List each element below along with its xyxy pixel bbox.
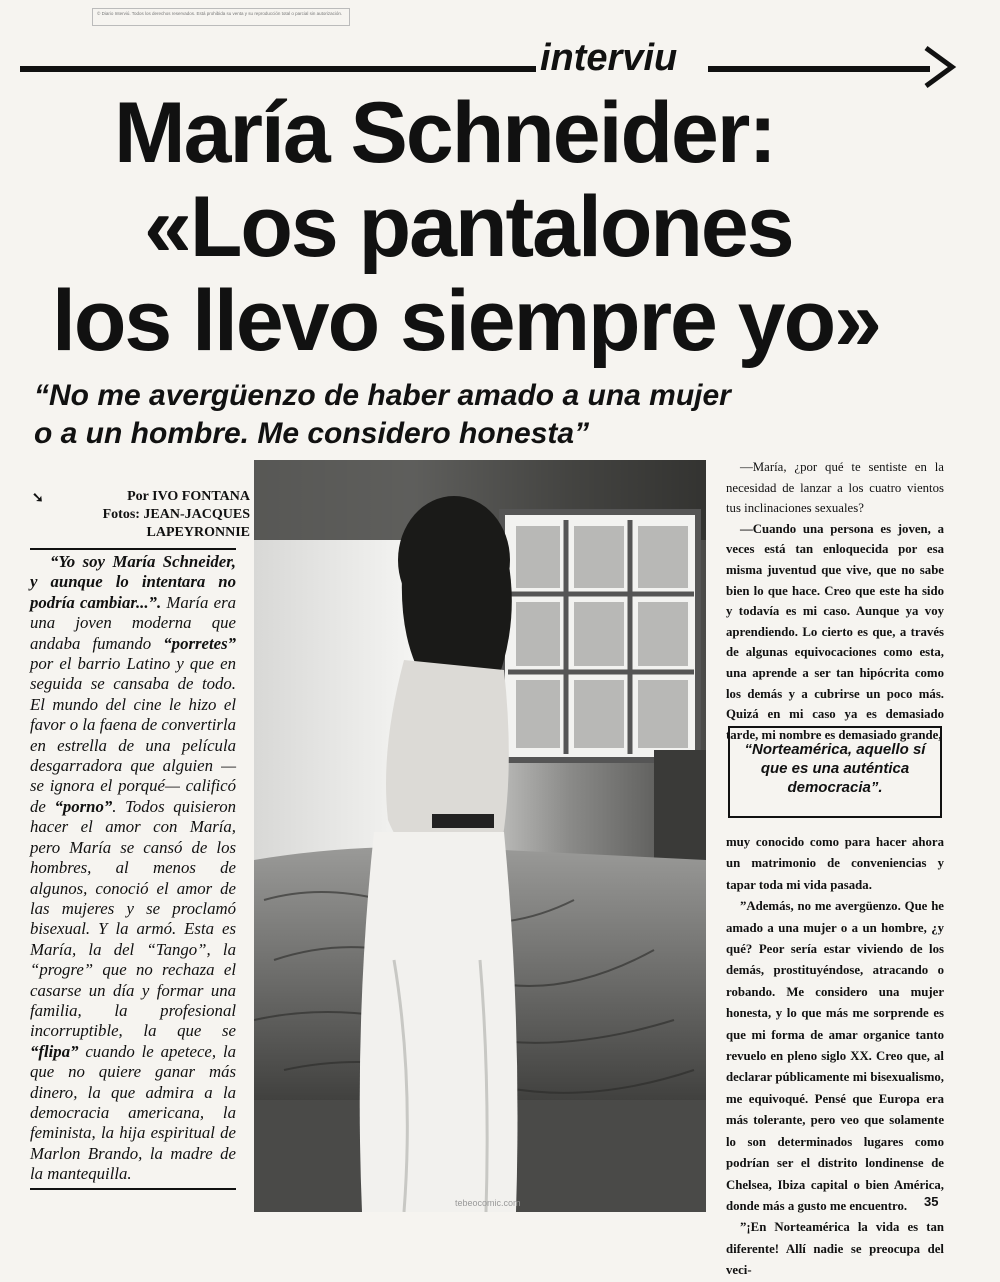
intro-text-4: cuando le apetece, la que no quiere ganar más dinero, la que admira a la democracia americana, la feminista, la hija espiritual de Marlon Brando, la madre de la mantequilla.	[30, 1041, 236, 1184]
section-rule-right	[708, 66, 930, 72]
headline-line-2: «Los pantalones	[144, 179, 793, 275]
interview-column-bottom	[726, 832, 944, 1282]
intro-text-3: . Todos quisieron hacer el amor con María, pero María se cansó de los hombres, al menos de algunos, conoció el amor de las mujeres y se proclamó bisexual. Y la armó. Esta es María, la del “Tango”, la “progre” que no rechaza el casarse un día y formar una familia, la profesional incorruptible, la que se	[30, 796, 236, 1041]
byline-author: Por IVO FONTANA	[127, 489, 250, 504]
photo-illustration	[254, 460, 706, 1212]
copyright-notice: © Diario Interviú. Todos los derechos reservados. Está prohibida su venta y su reproducción total o parcial sin autorización.	[92, 8, 350, 26]
bullet-arrow-icon: ➘	[32, 491, 44, 506]
interview-answer-3: ”¡En Norteamérica la vida es tan diferente! Allí nadie se preocupa del veci-	[726, 1220, 944, 1278]
interview-answer-2: ”Además, no me avergüenzo. Que he amado a una mujer o a un hombre, ¿y qué? Peor sería estar viviendo de los demás, prostituyéndose, atracando o robando. Me considero una mujer honesta, y lo que más me sorprende es que mi forma de amar organice tanto revuelo en pleno siglo XX. Creo que, al declarar públicamente mi bisexualismo, me equivoqué. Pensé que Europa era más tolerante, pero veo que solamente lo son determinados lugares como podrían ser el distrito londinense de Chelsea, Ibiza capital o bien América, donde más a gusto me encuentro.	[726, 899, 944, 1213]
section-rule-left	[20, 66, 536, 72]
interview-column-top	[726, 457, 944, 745]
pull-quote: “Norteamérica, aquello sí que es una auténtica democracia”.	[728, 726, 942, 818]
intro-term-3: “flipa”	[30, 1041, 79, 1061]
arrow-right-icon	[918, 44, 958, 90]
interview-question: —María, ¿por qué te sentiste en la necesidad de lanzar a los cuatro vientos tus inclinaciones sexuales?	[726, 460, 944, 516]
intro-text-2: por el barrio Latino y que en seguida se cansaba de todo. El mundo del cine le hizo el favor o la faena de convertirla en estrella de una película desgarradora que alguien —se ignora el porqué— calificó de	[30, 654, 236, 816]
portrait-photo	[254, 460, 706, 1212]
subheadline	[34, 377, 934, 453]
column-end-rule	[30, 1188, 236, 1190]
page-number: 35	[924, 1194, 939, 1209]
byline-photos-label: Fotos: JEAN-JACQUES	[102, 507, 250, 522]
interview-answer-1-cont: muy conocido como para hacer ahora un matrimonio de conveniencias y tapar toda mi vida pasada.	[726, 835, 944, 892]
headline-line-1: María Schneider:	[114, 85, 775, 181]
byline-photographer: LAPEYRONNIE	[146, 525, 250, 540]
intro-column	[30, 552, 236, 1185]
subheadline-line-1: “No me avergüenzo de haber amado a una mujer	[34, 379, 731, 412]
byline	[30, 488, 250, 542]
headline-line-3: los llevo siempre yo»	[52, 273, 880, 369]
intro-text-1: María era una joven moderna que andaba fumando	[30, 592, 236, 653]
byline-rule	[30, 548, 236, 550]
intro-term-1: “porretes”	[163, 633, 236, 653]
intro-term-2: “porno”	[54, 796, 113, 816]
watermark: tebeocomic.com	[455, 1198, 521, 1208]
interview-answer-1: —Cuando una persona es joven, a veces está tan enloquecida por esa misma juventud que vive, que no sabe bien lo que hace. Creo que este ha sido y todavía es mi caso. Aunque ya voy aprendiendo. Lo cierto es que, a través de algunas equivocaciones como esta, una aprende a ser tan hipócrita como los demás y a cubrirse un poco más. Quizá en mi caso ya es demasiado tarde, mi nombre es demasiado grande,	[726, 521, 944, 742]
headline	[52, 86, 972, 368]
section-label: interviu	[540, 37, 678, 79]
subheadline-line-2: o a un hombre. Me considero honesta”	[34, 417, 590, 450]
intro-quote: “Yo soy María Schneider, y aunque lo intentara no podría cambiar...”.	[30, 552, 236, 612]
